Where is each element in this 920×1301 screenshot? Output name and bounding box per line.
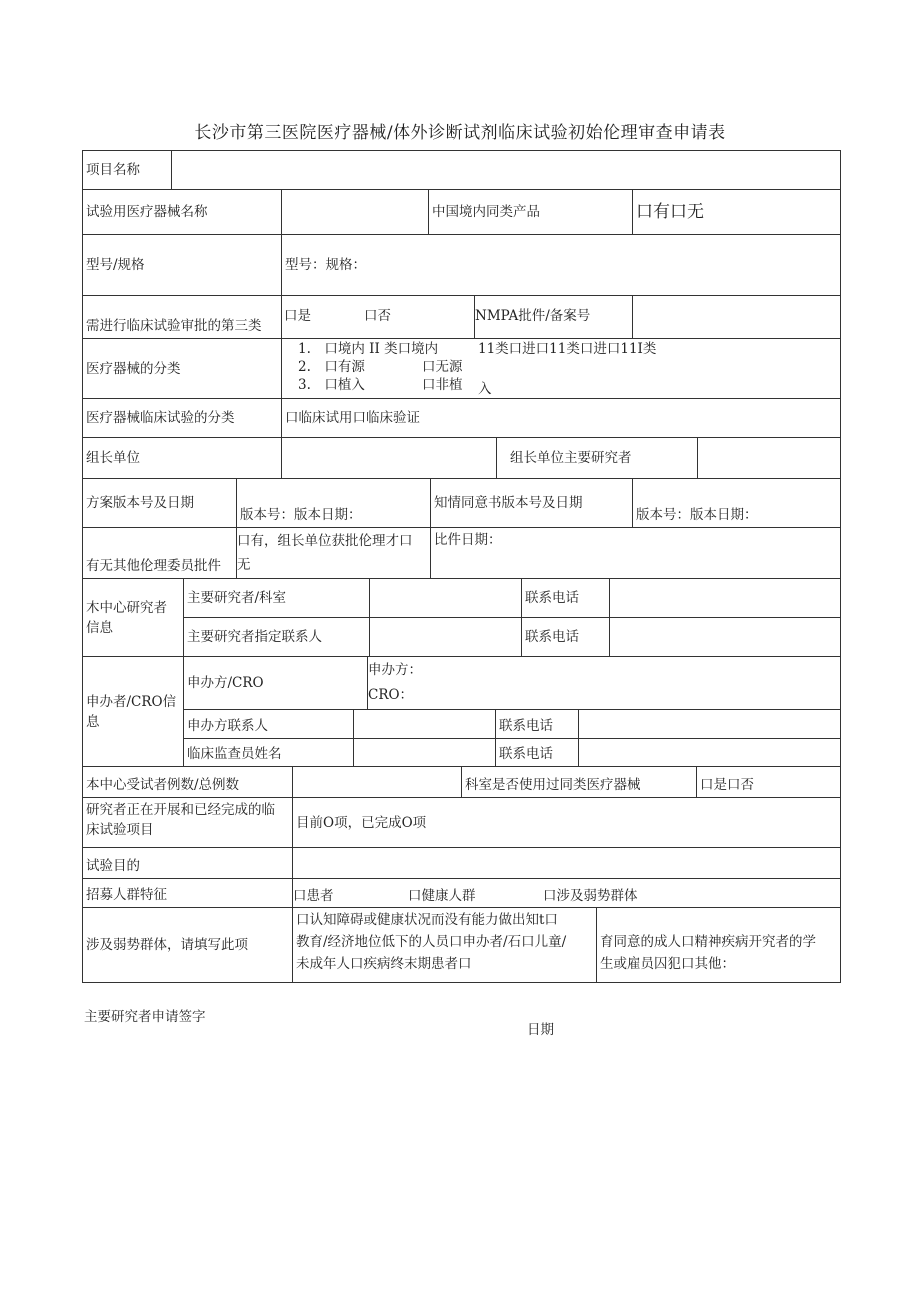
trial-type-options[interactable]: 口临床试用口临床验证 xyxy=(281,398,841,438)
third-class-label: 需进行临床试验审批的第三类 xyxy=(82,295,282,339)
pi-phone-field[interactable] xyxy=(609,578,841,618)
vulnerable-options-left[interactable]: 口认知障碍或健康状况而没有能力做出知t口 教育/经济地位低下的人员口申办者/石口儿童/ 未成年人口疾病终末期患者口 xyxy=(292,907,597,983)
classification-label: 医疗器械的分类 xyxy=(82,338,282,399)
subjects-field[interactable] xyxy=(292,766,462,798)
ongoing-field[interactable]: 目前O项，已完成O项 xyxy=(292,797,841,848)
third-class-yes[interactable]: 口是 xyxy=(284,308,311,324)
purpose-label: 试验目的 xyxy=(82,847,293,879)
domestic-same-label: 中国境内同类产品 xyxy=(428,189,633,235)
date-label: 日期 xyxy=(527,1022,554,1038)
device-name-label: 试验用医疗器械名称 xyxy=(82,189,282,235)
pi-contact-label: 主要研究者指定联系人 xyxy=(183,617,370,657)
model-label: 型号/规格 xyxy=(82,234,282,296)
sponsor-phone-field[interactable] xyxy=(578,709,841,739)
nmpa-field[interactable] xyxy=(632,295,841,339)
project-name-label: 项目名称 xyxy=(82,150,172,190)
subjects-label: 本中心受试者例数/总例数 xyxy=(82,766,293,798)
recruit-options[interactable]: 口患者 口健康人群 口涉及弱势群体 xyxy=(292,878,841,908)
third-class-options[interactable] xyxy=(281,295,475,339)
approval-date-field[interactable]: 比件日期： xyxy=(430,527,841,579)
nmpa-label: NMPA批件/备案号 xyxy=(474,295,633,339)
monitor-phone-label: 联系电话 xyxy=(495,738,579,767)
leader-pi-field[interactable] xyxy=(697,437,841,479)
classification-options[interactable]: 1. 口境内 II 类口境内 11类口进口11类口进口11I类 2. 口有源 口无源 3. 口植入 口非植 入 xyxy=(281,338,841,399)
third-class-no[interactable]: 口否 xyxy=(364,308,391,324)
icf-field[interactable]: 版本号：版本日期： xyxy=(632,478,841,528)
dept-used-options[interactable]: 口是口否 xyxy=(696,766,841,798)
model-field[interactable]: 型号：规格： xyxy=(281,234,841,296)
leader-unit-field[interactable] xyxy=(281,437,497,479)
trial-type-label: 医疗器械临床试验的分类 xyxy=(82,398,282,438)
leader-pi-label: 组长单位主要研究者 xyxy=(496,437,698,479)
monitor-label: 临床监查员姓名 xyxy=(183,738,354,767)
domestic-same-options[interactable]: 口有口无 xyxy=(632,189,841,235)
sponsor-cro-field[interactable]: 申办方： CRO： xyxy=(367,656,841,710)
device-name-field[interactable] xyxy=(281,189,429,235)
sponsor-phone-label: 联系电话 xyxy=(495,709,579,739)
sponsor-info-label: 申办者/CRO信 息 xyxy=(82,656,184,767)
recruit-label: 招募人群特征 xyxy=(82,878,293,908)
pi-contact-field[interactable] xyxy=(369,617,522,657)
other-ec-options[interactable]: 口有，组长单位获批伦理才口 无 xyxy=(236,527,431,579)
project-name-field[interactable] xyxy=(171,150,841,190)
ongoing-label: 研究者正在开展和已经完成的临 床试验项目 xyxy=(82,797,293,848)
sponsor-contact-field[interactable] xyxy=(353,709,496,739)
monitor-field[interactable] xyxy=(353,738,496,767)
icf-label: 知情同意书版本号及日期 xyxy=(430,478,633,528)
protocol-field[interactable]: 版本号：版本日期： xyxy=(236,478,431,528)
vulnerable-label: 涉及弱势群体，请填写此项 xyxy=(82,907,293,983)
pi-phone-label: 联系电话 xyxy=(521,578,610,618)
pi-dept-field[interactable] xyxy=(369,578,522,618)
contact-phone-label: 联系电话 xyxy=(521,617,610,657)
other-ec-label: 有无其他伦理委员批件 xyxy=(82,527,237,579)
pi-dept-label: 主要研究者/科室 xyxy=(183,578,370,618)
form-title: 长沙市第三医院医疗器械/体外诊断试剂临床试验初始伦理审查申请表 xyxy=(194,123,726,143)
signature-label: 主要研究者申请签字 xyxy=(84,1009,206,1025)
monitor-phone-field[interactable] xyxy=(578,738,841,767)
center-info-label: 木中心研究者 信息 xyxy=(82,578,184,657)
application-form-table xyxy=(82,150,841,983)
dept-used-label: 科室是否使用过同类医疗器械 xyxy=(461,766,697,798)
sponsor-cro-label: 申办方/CRO xyxy=(183,656,368,710)
vulnerable-options-right[interactable]: 育同意的成人口精神疾病开究者的学 生或雇员囚犯口其他： xyxy=(596,907,841,983)
leader-unit-label: 组长单位 xyxy=(82,437,282,479)
contact-phone-field[interactable] xyxy=(609,617,841,657)
sponsor-contact-label: 申办方联系人 xyxy=(183,709,354,739)
protocol-label: 方案版本号及日期 xyxy=(82,478,237,528)
purpose-field[interactable] xyxy=(292,847,841,879)
